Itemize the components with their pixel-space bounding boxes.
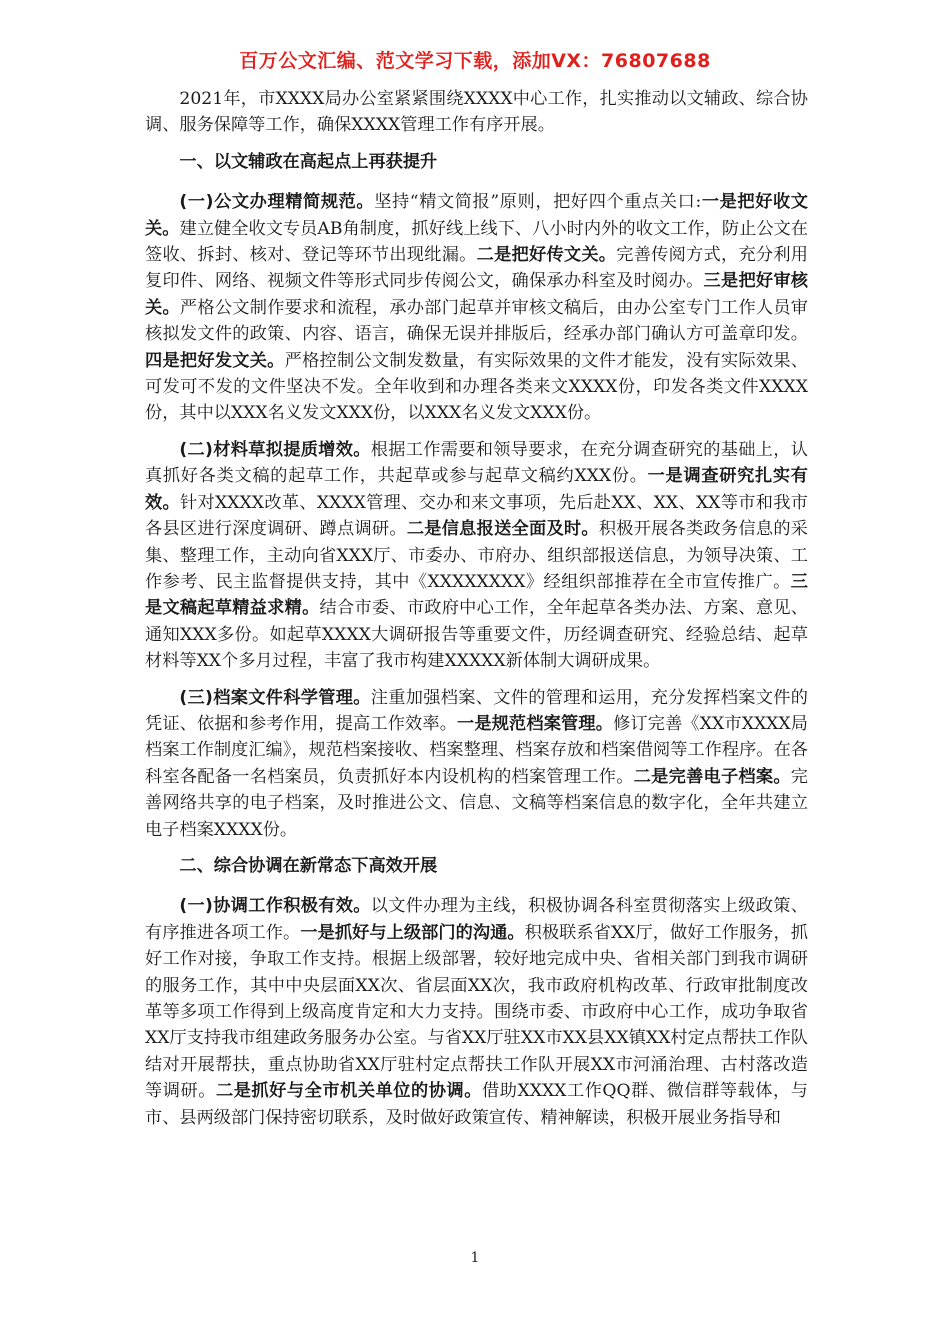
body-text: 积极联系省XX厅，做好工作服务，抓好工作对接，争取工作支持。根据上级部署，较好地完成中央、省相关部门到我市调研的服务工作，其中中央层面XX次、省层面XX次，我市政府机构改革、行政审批制度改革等多项工作得到上级高度肯定和大力支持。围绕市委、市政府中心工作，成功争取省XX厅支持我市组建政务服务办公室。与省XX厅驻XX市XX县XX镇XX村定点帮扶工作队结对开展帮扶，重点协助省XX厅驻村定点帮扶工作队开展XX市河涌治理、古村落改造等调研。: [145, 922, 808, 1102]
bold-point: 三是把好审核关。: [145, 271, 808, 318]
subheading: (一)协调工作积极有效。: [179, 896, 371, 917]
paragraph-4: [145, 893, 808, 1131]
body-text: 根据工作需要和领导要求，在充分调查研究的基础上，认真抓好各类文稿的起草工作，共起草或参与起草文稿约XXX份。: [145, 439, 808, 487]
body-text: 结合市委、市政府中心工作，全年起草各类办法、方案、意见、通知XXX多份。如起草XXXX大调研报告等重要文件，历经调查研究、经验总结、起草材料等XX个多月过程，丰富了我市构建XXXXX新体制大调研成果。: [145, 598, 808, 672]
body-text: 严格控制公文制发数量，有实际效果的文件才能发，没有实际效果、可发可不发的文件坚决不发。全年收到和办理各类来文XXXX份，印发各类文件XXXX份，其中以XXX名义发文XXX份，以XXX名义发文XXX份。: [145, 350, 808, 424]
body-text: 修订完善《XX市XXXX局档案工作制度汇编》，规范档案接收、档案整理、档案存放和档案借阅等工作程序。在各科室各配备一名档案员，负责抓好本内设机构的档案管理工作。: [145, 713, 808, 787]
body-text: 积极开展各类政务信息的采集、整理工作，主动向省XXX厅、市委办、市府办、组织部报送信息，为领导决策、工作参考、民主监督提供支持，其中《XXXXXXXX》经组织部推荐在全市宣传推广。: [145, 519, 808, 592]
bold-point: 四是把好发文关。: [145, 350, 285, 371]
body-text: 借助XXXX工作QQ群、微信群等载体，与市、县两级部门保持密切联系，及时做好政策宣传、精神解读，积极开展业务指导和: [145, 1081, 808, 1128]
bold-point: 二是抓好与全市机关单位的协调。: [215, 1081, 482, 1102]
bold-point: 二是信息报送全面及时。: [406, 519, 599, 540]
body-text: 坚持“精文简报”原则，把好四个重点关口:: [374, 192, 702, 213]
header-banner: 百万公文汇编、范文学习下载，添加VX：76807688: [239, 50, 711, 72]
bold-point: 一是调查研究扎实有效。: [145, 466, 808, 513]
body-text: 完善传阅方式，充分利用复印件、网络、视频文件等形式同步传阅公文，确保承办科室及时阅办。: [145, 245, 808, 292]
body-text: 针对XXXX改革、XXXX管理、交办和来文事项，先后赴XX、XX、XX等市和我市各县区进行深度调研、蹲点调研。: [145, 492, 808, 540]
subheading: (三)档案文件科学管理。: [179, 687, 371, 708]
body-text: 完善网络共享的电子档案，及时推进公文、信息、文稿等档案信息的数字化，全年共建立电子档案XXXX份。: [145, 766, 808, 840]
intro-paragraph: 2021年，市XXXX局办公室紧紧围绕XXXX中心工作，扎实推动以文辅政、综合协调、服务保障等工作，确保XXXX管理工作有序开展。: [145, 89, 808, 136]
body-text: 注重加强档案、文件的管理和运用，充分发挥档案文件的凭证、依据和参考作用，提高工作效率。: [145, 687, 808, 734]
document-body: [145, 86, 808, 1141]
bold-point: 一是规范档案管理。: [457, 713, 614, 734]
body-text: 建立健全收文专员AB角制度，抓好线上线下、八小时内外的收文工作，防止公文在签收、拆封、核对、登记等环节出现纰漏。: [145, 218, 808, 266]
bold-point: 二是完善电子档案。: [633, 766, 791, 787]
subheading: (一)公文办理精简规范。: [179, 192, 375, 213]
bold-point: 一是抓好与上级部门的沟通。: [300, 922, 525, 943]
subheading: (二)材料草拟提质增效。: [179, 439, 371, 460]
bold-point: 一是把好收文关。: [145, 192, 808, 239]
paragraph-2: [145, 437, 808, 675]
paragraph-3: [145, 685, 808, 843]
body-text: 以文件办理为主线，积极协调各科室贯彻落实上级政策、有序推进各项工作。: [145, 896, 808, 943]
body-text: 严格公文制作要求和流程，承办部门起草并审核文稿后，由办公室专门工作人员审核拟发文件的政策、内容、语言，确保无误并排版后，经承办部门确认方可盖章印发。: [145, 297, 808, 345]
page-number: 1: [470, 1250, 480, 1266]
section-heading-2: 二、综合协调在新常态下高效开展: [179, 855, 438, 876]
section-heading-1: 一、以文辅政在高起点上再获提升: [179, 151, 438, 172]
paragraph-1: [145, 189, 808, 427]
bold-point: 三是文稿起草精益求精。: [145, 571, 808, 619]
bold-point: 二是把好传文关。: [476, 245, 617, 266]
